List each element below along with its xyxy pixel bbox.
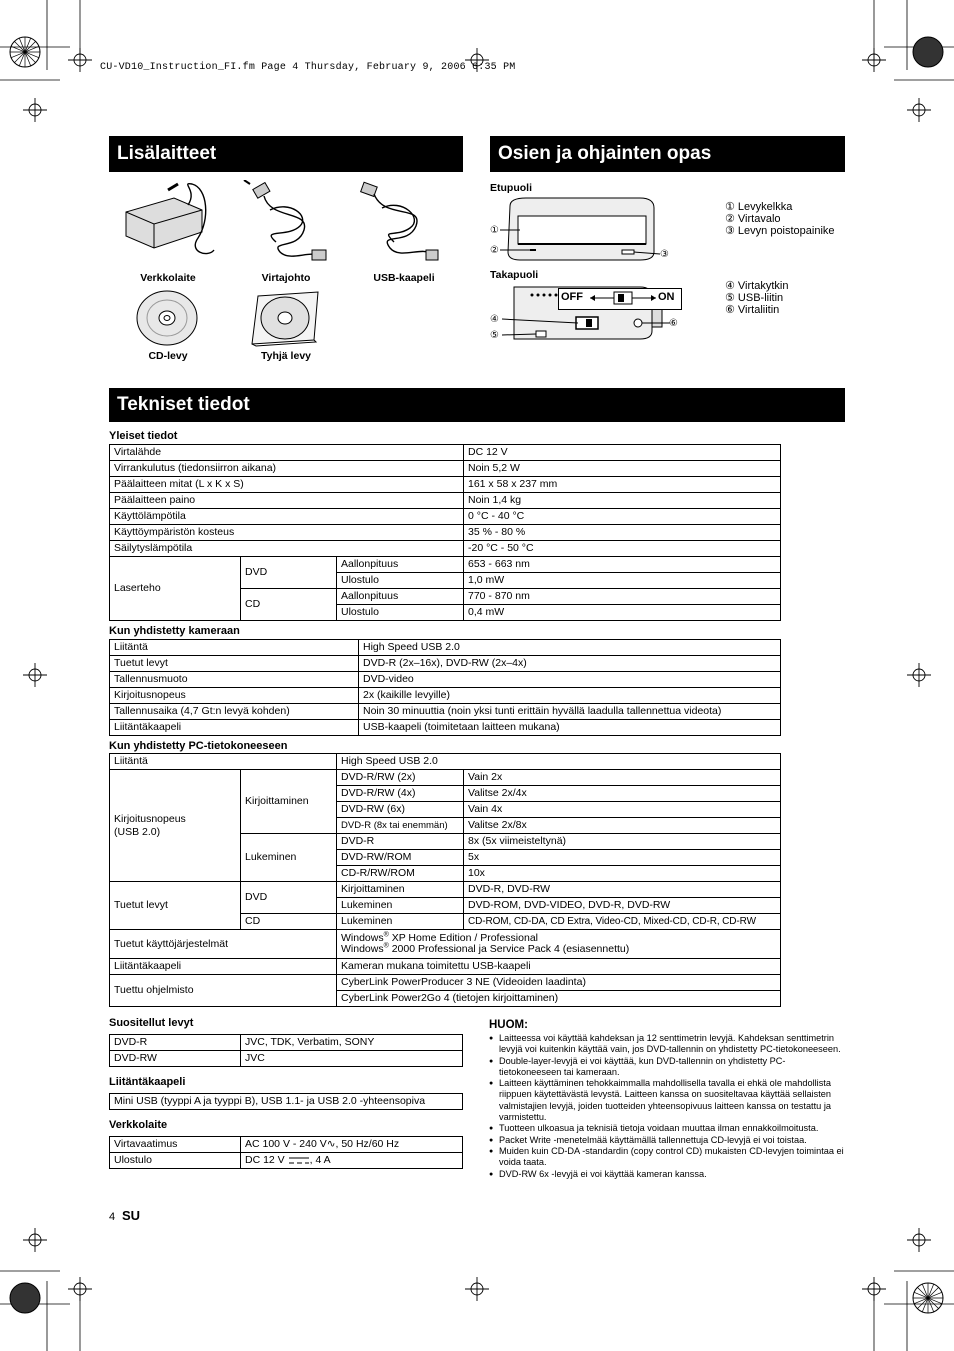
accessory-label-blank: Tyhjä levy [261, 350, 311, 362]
part-item: ⑤ USB-liitin [725, 292, 784, 304]
recommended-title: Suositellut levyt [109, 1017, 194, 1029]
accessory-label-adapter: Verkkolaite [140, 272, 196, 284]
front-label: Etupuoli [490, 182, 532, 194]
accessories-title: Lisälaitteet [109, 136, 463, 172]
adapter-title: Verkkolaite [109, 1119, 168, 1131]
notes-title: HUOM: [489, 1019, 528, 1031]
dc-symbol-icon [288, 1156, 310, 1165]
table-row: Tuetut levyt DVD-R (2x–16x), DVD-RW (2x–4x) [110, 656, 781, 672]
switch-on-label: ON [658, 291, 675, 303]
accessory-label-cord: Virtajohto [261, 272, 311, 284]
cd-disc-image [134, 288, 200, 348]
table-row: Tallennusmuoto DVD-video [110, 672, 781, 688]
note-item: ● Laitteessa voi käyttää kahdeksan ja 12 senttimetrin levyjä. Kahdeksan senttimetrin levyjä voi kuitenkin käyttää vain, jos DVD-tallennin on yhdistetty PC-tietokoneeseen. [489, 1033, 845, 1056]
back-label: Takapuoli [490, 269, 539, 281]
marker-6: ⑥ [669, 318, 678, 329]
blank-disc-image [248, 288, 324, 348]
switch-arrows-icon [588, 290, 658, 306]
specs-title: Tekniset tiedot [109, 388, 845, 422]
note-item: ● Muiden kuin CD-DA -standardin (copy control CD) mukaisten CD-levyjen toimintaa ei voida taata. [489, 1146, 845, 1169]
table-row: Liitäntä High Speed USB 2.0 [110, 640, 781, 656]
table-row: Virrankulutus (tiedonsiirron aikana) Noin 5,2 W [110, 461, 781, 477]
part-item: ④ Virtakytkin [725, 280, 789, 292]
marker-5: ⑤ [490, 330, 499, 341]
part-item: ② Virtavalo [725, 213, 781, 225]
table-row: Säilytyslämpötila -20 °C - 50 °C [110, 541, 781, 557]
note-item: ● Laitteen käyttäminen tehokkaimmalla mahdollisella tavalla ei ehkä ole mahdollista riippuen käytettävästä levystä. Laitteen kanssa on suositeltavaa käyttää sellaisten valmistajien levyjä, joiden tuotteiden yhteensopivuus laitteen kanssa on testattu ja varmistettu. [489, 1078, 845, 1123]
accessory-label-usb: USB-kaapeli [373, 272, 435, 284]
notes-list [489, 1033, 845, 1180]
table-row: Päälaitteen paino Noin 1,4 kg [110, 493, 781, 509]
table-row: Virtavaatimus AC 100 V - 240 V∿, 50 Hz/60 Hz [110, 1137, 463, 1153]
table-row: Liitäntäkaapeli Kameran mukana toimitettu USB-kaapeli [110, 959, 781, 975]
table-row: Virtalähde DC 12 V [110, 445, 781, 461]
recommended-table [109, 1034, 463, 1067]
table-row: Laserteho DVD Aallonpituus 653 - 663 nm [110, 557, 781, 573]
file-header: CU-VD10_Instruction_FI.fm Page 4 Thursday, February 9, 2006 6:35 PM [100, 62, 516, 73]
parts-title: Osien ja ohjainten opas [490, 136, 845, 172]
table-row: Päälaitteen mitat (L x K x S) 161 x 58 x 237 mm [110, 477, 781, 493]
table-row: Liitäntä High Speed USB 2.0 [110, 754, 781, 770]
table-row: Tallennusaika (4,7 Gt:n levyä kohden) Noin 30 minuuttia (noin yksi tunti erittäin hyvällä laadulla tallennettua videota) [110, 704, 781, 720]
note-item: ● DVD-RW 6x -levyjä ei voi käyttää kameran kanssa. [489, 1169, 845, 1180]
part-item: ③ Levyn poistopainike [725, 225, 835, 237]
ac-adapter-image [118, 180, 218, 266]
table-row: Kirjoitusnopeus 2x (kaikille levyille) [110, 688, 781, 704]
table-row: Tuetut levyt DVD Kirjoittaminen DVD-R, DVD-RW [110, 882, 781, 898]
usb-cable-image [354, 180, 444, 266]
note-item: ● Packet Write -menetelmää käyttämällä tallennettuja CD-levyjä ei voi toistaa. [489, 1135, 845, 1146]
table-row: Lukeminen DVD-R 8x (5x viimeisteltynä) [110, 834, 781, 850]
table-row: DVD-R JVC, TDK, Verbatim, SONY [110, 1035, 463, 1051]
camera-table [109, 639, 781, 736]
table-row: Ulostulo 1,0 mW [110, 573, 781, 589]
table-row: DVD-RW (6x) Vain 4x [110, 802, 781, 818]
front-parts-list [725, 201, 835, 237]
table-row: Lukeminen DVD-ROM, DVD-VIDEO, DVD-R, DVD-RW [110, 898, 781, 914]
general-table [109, 444, 781, 621]
back-parts-list [725, 280, 788, 316]
part-item: ⑥ Virtaliitin [725, 304, 780, 316]
camera-title: Kun yhdistetty kameraan [109, 625, 240, 637]
table-row: DVD-R/RW (4x) Valitse 2x/4x [110, 786, 781, 802]
marker-4: ④ [490, 314, 499, 325]
marker-2: ② [490, 245, 499, 256]
language-code: SU [122, 1208, 141, 1223]
table-row: Ulostulo DC 12 V , 4 A [110, 1153, 463, 1169]
page-number: 4 [109, 1211, 116, 1223]
table-row: DVD-RW/ROM 5x [110, 850, 781, 866]
pc-title: Kun yhdistetty PC-tietokoneeseen [109, 740, 288, 752]
pc-table [109, 753, 781, 1007]
table-row: Kirjoitusnopeus (USB 2.0) Kirjoittaminen DVD-R/RW (2x) Vain 2x [110, 770, 781, 786]
table-row: CD Lukeminen CD-ROM, CD-DA, CD Extra, Video-CD, Mixed-CD, CD-R, CD-RW [110, 914, 781, 930]
general-title: Yleiset tiedot [109, 430, 178, 442]
table-row: Tuettu ohjelmisto CyberLink PowerProducer 3 NE (Videoiden laadinta) [110, 975, 781, 991]
power-cord-image [240, 180, 330, 266]
table-row: DVD-R (8x tai enemmän) Valitse 2x/8x [110, 818, 781, 834]
table-row: CD-R/RW/ROM 10x [110, 866, 781, 882]
table-row: Mini USB (tyyppi A ja tyyppi B), USB 1.1- ja USB 2.0 -yhteensopiva [110, 1094, 463, 1110]
table-row: Käyttöympäristön kosteus 35 % - 80 % [110, 525, 781, 541]
note-item: ● Tuotteen ulkoasua ja teknisiä tietoja voidaan muuttaa ilman ennakkoilmoitusta. [489, 1123, 845, 1134]
note-item: ● Double-layer-levyjä ei voi käyttää, kun DVD-tallennin on yhdistetty PC-tietokoneeseen tai kameraan. [489, 1056, 845, 1079]
table-row: Liitäntäkaapeli USB-kaapeli (toimitetaan laitteen mukana) [110, 720, 781, 736]
table-row: DVD-RW JVC [110, 1051, 463, 1067]
accessory-label-cd: CD-levy [148, 350, 188, 362]
cable-title: Liitäntäkaapeli [109, 1076, 186, 1088]
marker-3: ③ [660, 249, 669, 260]
table-row: Ulostulo 0,4 mW [110, 605, 781, 621]
marker-1: ① [490, 225, 499, 236]
table-row: Tuetut käyttöjärjestelmät Windows® XP Home Edition / Professional Windows® 2000 Professional ja Service Pack 4 (esiasennettu) [110, 930, 781, 959]
part-item: ① Levykelkka [725, 201, 793, 213]
cable-table [109, 1093, 463, 1110]
table-row: CyberLink Power2Go 4 (tietojen kirjoittaminen) [110, 991, 781, 1007]
table-row: Käyttölämpötila 0 °C - 40 °C [110, 509, 781, 525]
adapter-table [109, 1136, 463, 1169]
switch-off-label: OFF [561, 291, 583, 303]
table-row: CD Aallonpituus 770 - 870 nm [110, 589, 781, 605]
